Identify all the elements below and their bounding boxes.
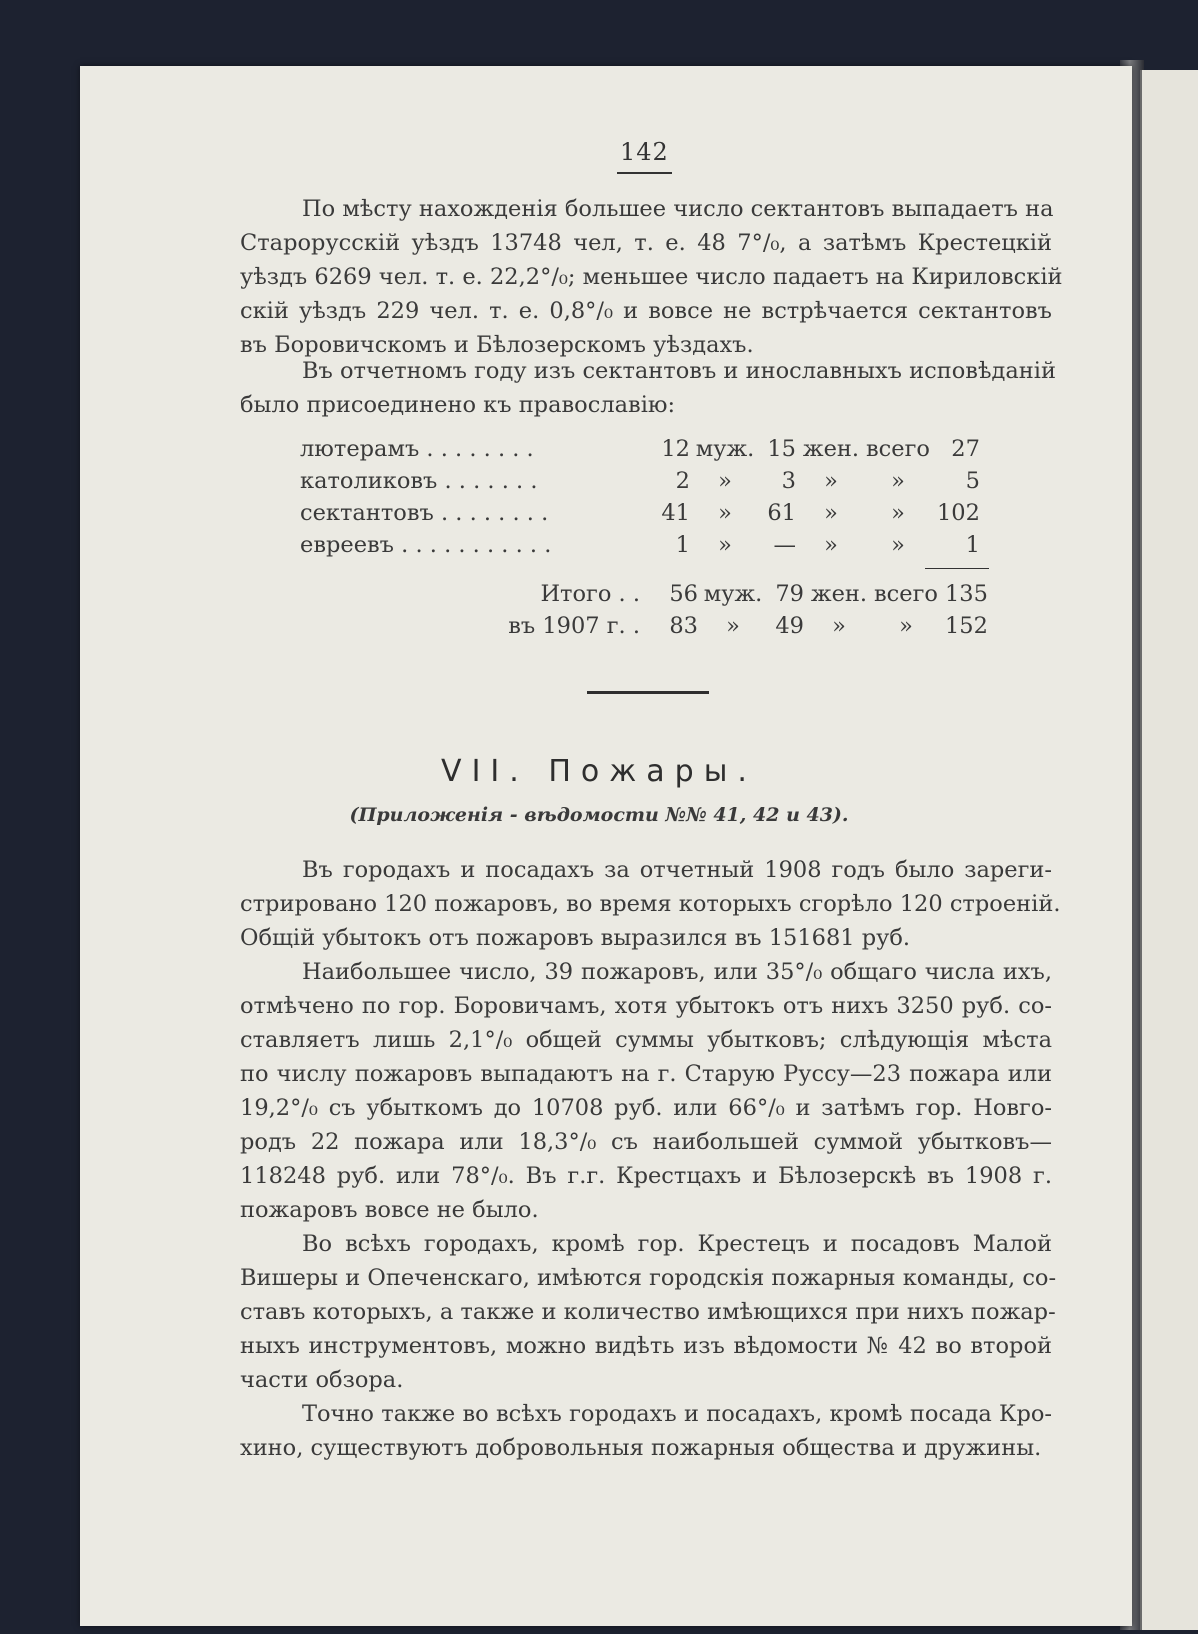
total-count: 27: [951, 436, 980, 462]
women-unit: »: [824, 532, 838, 558]
text-line: отмѣчено по гор. Боровичамъ, хотя убытокъ отъ нихъ 3250 руб. со-: [240, 993, 1052, 1019]
total-count: 102: [936, 500, 980, 526]
text-line: Въ отчетномъ году изъ сектантовъ и инославныхъ исповѣданій: [302, 358, 1056, 384]
women-unit: »: [832, 613, 846, 639]
table-row: [300, 433, 980, 465]
table-row: [300, 497, 980, 529]
men-count: 41: [661, 500, 690, 526]
women-count: 3: [781, 468, 796, 494]
text-line: части обзора.: [240, 1367, 404, 1393]
text-line: По мѣсту нахожденія большее число сектантовъ выпадаетъ на: [302, 196, 1054, 222]
table-row: [487, 578, 988, 610]
text-line: родъ 22 пожара или 18,3°/₀ съ наибольшей суммой убытковъ—: [240, 1129, 1052, 1155]
conversions-table: [300, 433, 980, 561]
paragraph-fire-brigades: [240, 1227, 1057, 1397]
total-count: 1: [965, 532, 980, 558]
section-heading: VII. Пожары.: [441, 754, 757, 789]
row-label: лютерамъ . . . . . . . .: [300, 436, 534, 462]
text-line: ставъ которыхъ, а также и количество имѣющихся при нихъ пожар-: [240, 1299, 1056, 1325]
total-unit: »: [891, 500, 905, 526]
total-count: 152: [944, 613, 988, 639]
women-count: 49: [775, 613, 804, 639]
row-label: въ 1907 г. .: [508, 613, 640, 639]
text-line: хино, существуютъ добровольныя пожарныя общества и дружины.: [240, 1435, 1042, 1461]
section-subheading: (Приложенія - вѣдомости №№ 41, 42 и 43).: [349, 804, 849, 826]
total-count: 5: [965, 468, 980, 494]
text-line: 118248 руб. или 78°/₀. Въ г.г. Крестцахъ и Бѣлозерскѣ въ 1908 г.: [240, 1163, 1052, 1189]
section-divider: [587, 691, 709, 694]
paragraph-fires-distribution: [240, 955, 1052, 1227]
text-line: уѣздъ 6269 чел. т. е. 22,2°/₀; меньшее число падаетъ на Кириловскій: [240, 264, 1063, 290]
adjacent-page-edge: [1140, 70, 1198, 1630]
text-line: ныхъ инструментовъ, можно видѣть изъ вѣдомости № 42 во второй: [240, 1333, 1052, 1359]
total-unit: всего: [866, 436, 930, 462]
text-line: было присоединено къ православію:: [240, 392, 676, 418]
page-number-underline: [617, 172, 672, 174]
text-line: Наибольшее число, 39 пожаровъ, или 35°/₀ общаго числа ихъ,: [302, 959, 1052, 985]
paragraph-sect-location: [240, 192, 1063, 362]
women-count: 15: [767, 436, 796, 462]
men-unit: »: [718, 532, 732, 558]
total-unit: всего: [874, 581, 938, 607]
table-row: [487, 610, 988, 642]
total-unit: »: [891, 468, 905, 494]
paragraph-volunteer-societies: [240, 1397, 1052, 1465]
text-line: Въ городахъ и посадахъ за отчетный 1908 годъ было зареги-: [302, 857, 1052, 883]
men-unit: »: [726, 613, 740, 639]
text-line: Общій убытокъ отъ пожаровъ выразился въ 151681 руб.: [240, 925, 911, 951]
text-line: Вишеры и Опеченскаго, имѣются городскія пожарныя команды, со-: [240, 1265, 1057, 1291]
men-unit: »: [718, 500, 732, 526]
women-unit: жен.: [802, 436, 860, 462]
women-count: 79: [775, 581, 804, 607]
table-row: [300, 465, 980, 497]
row-label: Итого . .: [540, 581, 640, 607]
sum-rule: [925, 568, 989, 569]
row-label: католиковъ . . . . . . .: [300, 468, 538, 494]
table-row: [300, 529, 980, 561]
women-unit: »: [824, 468, 838, 494]
text-line: въ Боровичскомъ и Бѣлозерскомъ уѣздахъ.: [240, 332, 754, 358]
paragraph-fires-total: [240, 853, 1061, 955]
page-number: 142: [620, 138, 669, 166]
row-label: евреевъ . . . . . . . . . . .: [300, 532, 552, 558]
total-count: 135: [944, 581, 988, 607]
men-count: 1: [675, 532, 690, 558]
text-line: Во всѣхъ городахъ, кромѣ гор. Крестецъ и посадовъ Малой: [302, 1231, 1052, 1257]
text-line: Старорусскій уѣздъ 13748 чел, т. е. 48 7°/₀, а затѣмъ Крестецкій: [240, 230, 1052, 256]
paragraph-conversions-intro: [240, 354, 1056, 422]
text-line: ставляетъ лишь 2,1°/₀ общей суммы убытковъ; слѣдующія мѣста: [240, 1027, 1052, 1053]
text-line: скій уѣздъ 229 чел. т. е. 0,8°/₀ и вовсе не встрѣчается сектантовъ: [240, 298, 1052, 324]
women-count: —: [773, 532, 796, 558]
men-count: 12: [661, 436, 690, 462]
text-line: 19,2°/₀ съ убыткомъ до 10708 руб. или 66°/₀ и затѣмъ гор. Новго-: [240, 1095, 1052, 1121]
total-unit: »: [891, 532, 905, 558]
women-unit: »: [824, 500, 838, 526]
text-line: стрировано 120 пожаровъ, во время которыхъ сгорѣло 120 строеній.: [240, 891, 1061, 917]
men-unit: муж.: [703, 581, 763, 607]
men-count: 56: [669, 581, 698, 607]
text-line: по числу пожаровъ выпадаютъ на г. Старую Руссу—23 пожара или: [240, 1061, 1052, 1087]
totals-table: [487, 578, 988, 642]
text-line: Точно также во всѣхъ городахъ и посадахъ, кромѣ посада Кро-: [302, 1401, 1052, 1427]
row-label: сектантовъ . . . . . . . .: [300, 500, 549, 526]
men-unit: »: [718, 468, 732, 494]
men-count: 83: [669, 613, 698, 639]
text-line: пожаровъ вовсе не было.: [240, 1197, 539, 1223]
women-count: 61: [767, 500, 796, 526]
men-unit: муж.: [695, 436, 755, 462]
total-unit: »: [899, 613, 913, 639]
men-count: 2: [675, 468, 690, 494]
women-unit: жен.: [810, 581, 868, 607]
